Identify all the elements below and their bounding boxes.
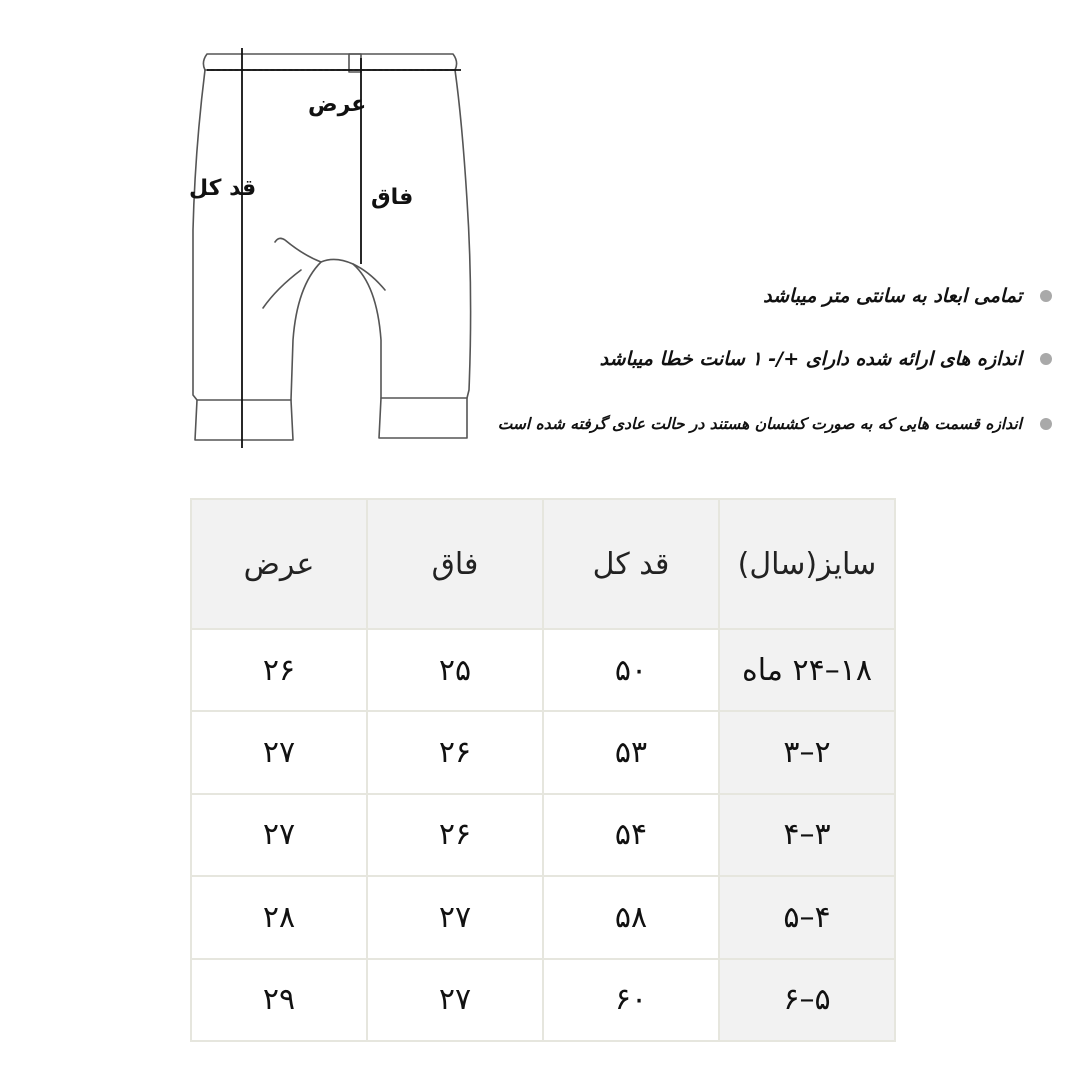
- bullet-icon: [1040, 290, 1052, 302]
- cell-total-length: ۵۰: [543, 629, 719, 711]
- width-label: عرض: [308, 92, 367, 117]
- cell-rise: ۲۵: [367, 629, 543, 711]
- cell-size: ۵–۶: [719, 959, 895, 1041]
- total-length-label: قد کل: [189, 176, 257, 201]
- header-rise: فاق: [367, 499, 543, 629]
- cell-width: ۲۹: [191, 959, 367, 1041]
- cell-total-length: ۵۴: [543, 794, 719, 876]
- note-units: [763, 285, 1052, 307]
- cell-width: ۲۷: [191, 794, 367, 876]
- cell-size: ۱۸–۲۴ ماه: [719, 629, 895, 711]
- cell-rise: ۲۷: [367, 959, 543, 1041]
- header-total-length: قد کل: [543, 499, 719, 629]
- pants-diagram: [185, 40, 475, 460]
- rise-label: فاق: [371, 185, 414, 210]
- cell-rise: ۲۶: [367, 711, 543, 793]
- note-elastic: [498, 415, 1052, 433]
- table-row: [191, 794, 895, 876]
- header-width: عرض: [191, 499, 367, 629]
- bullet-icon: [1040, 353, 1052, 365]
- cell-rise: ۲۷: [367, 876, 543, 958]
- note-tolerance: [600, 348, 1052, 370]
- cell-total-length: ۵۸: [543, 876, 719, 958]
- table-row: [191, 629, 895, 711]
- note-text: تمامی ابعاد به سانتی متر میباشد: [763, 285, 1022, 307]
- table-row: [191, 711, 895, 793]
- table-header-row: [191, 499, 895, 629]
- note-text: اندازه های ارائه شده دارای +/- ۱ سانت خطا میباشد: [599, 348, 1022, 370]
- size-table: [190, 498, 896, 1042]
- cell-size: ۲–۳: [719, 711, 895, 793]
- cell-width: ۲۸: [191, 876, 367, 958]
- cell-total-length: ۵۳: [543, 711, 719, 793]
- header-size: سایز(سال): [719, 499, 895, 629]
- cell-total-length: ۶۰: [543, 959, 719, 1041]
- cell-width: ۲۷: [191, 711, 367, 793]
- note-text: اندازه قسمت هایی که به صورت کشسان هستند در حالت عادی گرفته شده است: [497, 415, 1022, 433]
- cell-width: ۲۶: [191, 629, 367, 711]
- table-row: [191, 876, 895, 958]
- cell-size: ۴–۵: [719, 876, 895, 958]
- cell-rise: ۲۶: [367, 794, 543, 876]
- table-row: [191, 959, 895, 1041]
- cell-size: ۳–۴: [719, 794, 895, 876]
- bullet-icon: [1040, 418, 1052, 430]
